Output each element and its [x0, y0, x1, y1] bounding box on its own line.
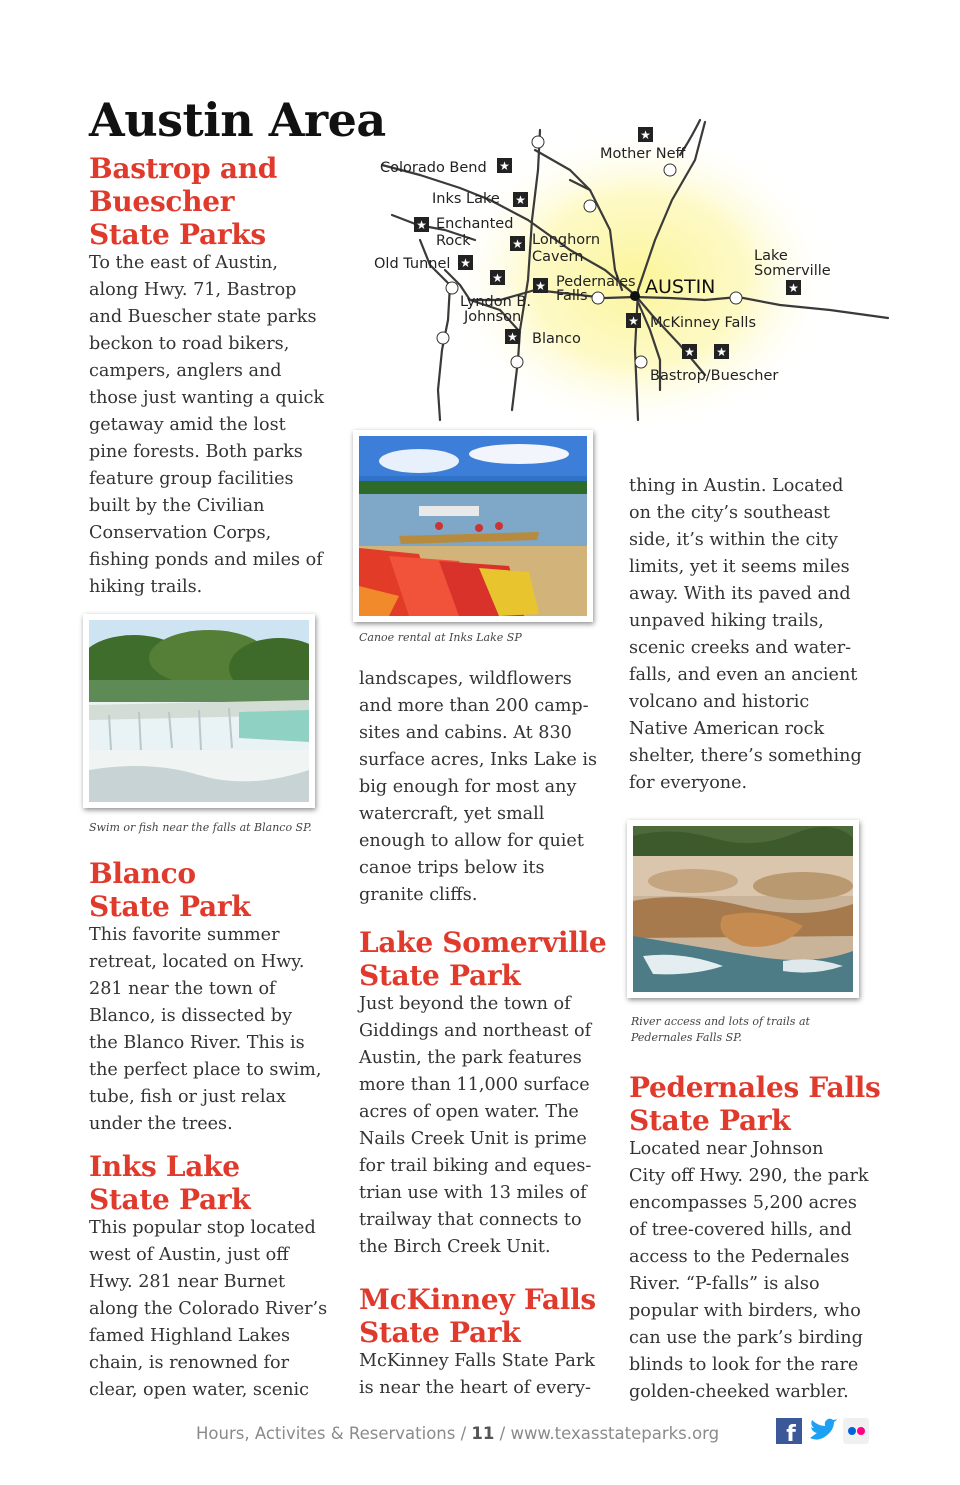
text-line: 281 near the town of — [89, 979, 276, 999]
text-line: is near the heart of every- — [359, 1378, 591, 1398]
text-line: of tree-covered hills, and — [629, 1220, 852, 1240]
map-label-lbj-1: Lyndon B. — [460, 294, 531, 310]
text-line: unpaved hiking trails, — [629, 611, 824, 631]
caption-line: Pedernales Falls SP. — [631, 1031, 742, 1044]
svg-text:★: ★ — [512, 237, 523, 251]
text-line: built by the Civilian — [89, 496, 265, 516]
text-line: retreat, located on Hwy. — [89, 952, 305, 972]
text-line: golden-cheeked warbler. — [629, 1382, 849, 1402]
svg-text:★: ★ — [684, 345, 695, 359]
text-line: famed Highland Lakes — [89, 1326, 291, 1346]
twitter-icon[interactable] — [808, 1418, 834, 1444]
text-line: tube, fish or just relax — [89, 1087, 286, 1107]
austin-area-map — [360, 100, 900, 440]
text-line: This popular stop located — [89, 1218, 316, 1238]
text-line: chain, is renowned for — [89, 1353, 289, 1373]
map-label-mother-neff: Mother Neff — [600, 146, 686, 162]
text-line: clear, open water, scenic — [89, 1380, 310, 1400]
text-line: and more than 200 camp- — [359, 696, 589, 716]
heading-bastrop — [89, 152, 277, 251]
text-line: beckon to road bikers, — [89, 334, 290, 354]
map-label-bastrop-buescher: Bastrop/Buescher — [650, 368, 779, 384]
text-line: To the east of Austin, — [89, 253, 278, 273]
map-label-lake-somerville-1: Lake — [754, 248, 788, 264]
body-inks-lake-continued — [359, 666, 597, 909]
text-line: trailway that connects to — [359, 1210, 582, 1230]
svg-text:f: f — [786, 1422, 796, 1444]
svg-text:★: ★ — [716, 345, 727, 359]
heading-mckinney-falls — [359, 1283, 596, 1349]
map-label-enchanted-rock-1: Enchanted — [436, 216, 514, 232]
text-line: falls, and even an ancient — [629, 665, 858, 685]
caption-line: Swim or fish near the falls at Blanco SP. — [89, 821, 312, 834]
body-blanco — [89, 922, 321, 1138]
body-pedernales-falls — [629, 1136, 869, 1406]
text-line: for everyone. — [629, 773, 748, 793]
text-line: volcano and historic — [629, 692, 810, 712]
text-line: those just wanting a quick — [89, 388, 325, 408]
text-line: surface acres, Inks Lake is — [359, 750, 598, 770]
text-line: the Blanco River. This is — [89, 1033, 305, 1053]
text-line: campers, anglers and — [89, 361, 282, 381]
text-line: sites and cabins. At 830 — [359, 723, 572, 743]
body-lake-somerville — [359, 991, 591, 1261]
text-line: getaway amid the lost — [89, 415, 286, 435]
heading-line: State Park — [89, 890, 251, 923]
text-line: the Birch Creek Unit. — [359, 1237, 551, 1257]
svg-text:★: ★ — [507, 330, 518, 344]
footer-website-link[interactable]: / www.texasstateparks.org — [499, 1424, 720, 1443]
svg-text:★: ★ — [788, 281, 799, 295]
svg-text:★: ★ — [460, 256, 471, 270]
heading-line: McKinney Falls — [359, 1283, 596, 1316]
footer-text-left: Hours, Activites & Reservations / — [196, 1424, 467, 1443]
text-line: feature group facilities — [89, 469, 294, 489]
text-line: the perfect place to swim, — [89, 1060, 322, 1080]
heading-line: Pedernales Falls — [629, 1071, 881, 1104]
text-line: can use the park’s birding — [629, 1328, 863, 1348]
caption-line: Canoe rental at Inks Lake SP — [359, 631, 522, 644]
text-line: Native American rock — [629, 719, 825, 739]
svg-text:★: ★ — [640, 128, 651, 142]
photo-pedernales-falls — [627, 820, 859, 998]
heading-blanco — [89, 857, 250, 923]
text-line: more than 11,000 surface — [359, 1075, 590, 1095]
text-line: thing in Austin. Located — [629, 476, 844, 496]
heading-pedernales-falls — [629, 1071, 880, 1137]
heading-line: Blanco — [89, 857, 196, 890]
text-line: along the Colorado River’s — [89, 1299, 328, 1319]
map-label-lake-somerville-2: Somerville — [754, 263, 831, 279]
text-line: Austin, the park features — [359, 1048, 582, 1068]
svg-text:★: ★ — [499, 159, 510, 173]
page-number: 11 — [471, 1424, 495, 1443]
heading-line: State Park — [359, 1316, 521, 1349]
text-line: shelter, there’s something — [629, 746, 862, 766]
map-label-lbj-2: Johnson — [464, 309, 522, 325]
heading-line: Inks Lake — [89, 1150, 240, 1183]
heading-line: State Park — [89, 1183, 251, 1216]
text-line: limits, yet it seems miles — [629, 557, 850, 577]
text-line: for trail biking and eques- — [359, 1156, 592, 1176]
body-mckinney-falls — [359, 1348, 595, 1402]
page-footer — [196, 1424, 720, 1443]
facebook-icon[interactable] — [776, 1418, 802, 1444]
caption-inks-photo — [359, 630, 522, 646]
text-line: City off Hwy. 290, the park — [629, 1166, 869, 1186]
flickr-icon[interactable] — [843, 1418, 869, 1444]
text-line: popular with birders, who — [629, 1301, 861, 1321]
map-label-austin: AUSTIN — [645, 276, 716, 298]
heading-line: Bastrop and — [89, 152, 278, 185]
heading-line: Lake Somerville — [359, 926, 607, 959]
text-line: Blanco, is dissected by — [89, 1006, 293, 1026]
austin-city-marker — [630, 291, 640, 301]
text-line: River. “P-falls” is also — [629, 1274, 820, 1294]
caption-pedernales-photo — [631, 1014, 810, 1046]
text-line: along Hwy. 71, Bastrop — [89, 280, 297, 300]
heading-line: State Park — [629, 1104, 791, 1137]
body-inks-lake — [89, 1215, 327, 1404]
photo-inks-lake-canoes — [353, 430, 593, 622]
text-line: Giddings and northeast of — [359, 1021, 592, 1041]
svg-text:★: ★ — [535, 279, 546, 293]
svg-text:★: ★ — [628, 314, 639, 328]
text-line: side, it’s within the city — [629, 530, 838, 550]
text-line: This favorite summer — [89, 925, 280, 945]
text-line: Conservation Corps, — [89, 523, 272, 543]
text-line: fishing ponds and miles of — [89, 550, 323, 570]
text-line: Located near Johnson — [629, 1139, 824, 1159]
text-line: McKinney Falls State Park — [359, 1351, 595, 1371]
heading-lake-somerville — [359, 926, 606, 992]
caption-blanco-photo — [89, 820, 312, 836]
text-line: big enough for most any — [359, 777, 577, 797]
text-line: west of Austin, just off — [89, 1245, 289, 1265]
map-label-blanco: Blanco — [532, 331, 581, 347]
heading-inks-lake — [89, 1150, 250, 1216]
text-line: canoe trips below its — [359, 858, 545, 878]
heading-line: State Park — [359, 959, 521, 992]
text-line: granite cliffs. — [359, 885, 478, 905]
map-label-pedernales-falls-2: Falls — [556, 288, 588, 304]
text-line: Hwy. 281 near Burnet — [89, 1272, 286, 1292]
heading-line: State Parks — [89, 218, 266, 251]
caption-line: River access and lots of trails at — [631, 1015, 810, 1028]
page-title: Austin Area — [89, 93, 386, 147]
text-line: blinds to look for the rare — [629, 1355, 859, 1375]
text-line: encompasses 5,200 acres — [629, 1193, 857, 1213]
map-label-old-tunnel: Old Tunnel — [374, 256, 451, 272]
map-label-mckinney-falls: McKinney Falls — [650, 315, 757, 331]
body-mckinney-falls-continued — [629, 473, 862, 797]
body-bastrop — [89, 250, 324, 601]
text-line: scenic creeks and water- — [629, 638, 852, 658]
text-line: away. With its paved and — [629, 584, 851, 604]
text-line: and Buescher state parks — [89, 307, 317, 327]
text-line: watercraft, yet small — [359, 804, 545, 824]
heading-line: Buescher — [89, 185, 235, 218]
text-line: on the city’s southeast — [629, 503, 830, 523]
svg-text:★: ★ — [515, 193, 526, 207]
text-line: hiking trails. — [89, 577, 203, 597]
text-line: Just beyond the town of — [359, 994, 571, 1014]
map-label-inks-lake: Inks Lake — [432, 191, 500, 207]
map-label-longhorn-cavern-1: Longhorn — [532, 232, 601, 248]
map-label-pedernales-falls-1: Pedernales — [556, 274, 636, 290]
text-line: enough to allow for quiet — [359, 831, 584, 851]
text-line: acres of open water. The — [359, 1102, 579, 1122]
photo-blanco-falls — [83, 614, 315, 808]
map-label-enchanted-rock-2: Rock — [436, 233, 471, 249]
text-line: Nails Creek Unit is prime — [359, 1129, 587, 1149]
text-line: under the trees. — [89, 1114, 233, 1134]
text-line: pine forests. Both parks — [89, 442, 303, 462]
svg-text:★: ★ — [492, 271, 503, 285]
svg-text:★: ★ — [416, 218, 427, 232]
text-line: trian use with 13 miles of — [359, 1183, 587, 1203]
text-line: access to the Pedernales — [629, 1247, 850, 1267]
text-line: landscapes, wildflowers — [359, 669, 572, 689]
map-label-longhorn-cavern-2: Cavern — [532, 249, 584, 265]
map-label-colorado-bend: Colorado Bend — [380, 160, 487, 176]
